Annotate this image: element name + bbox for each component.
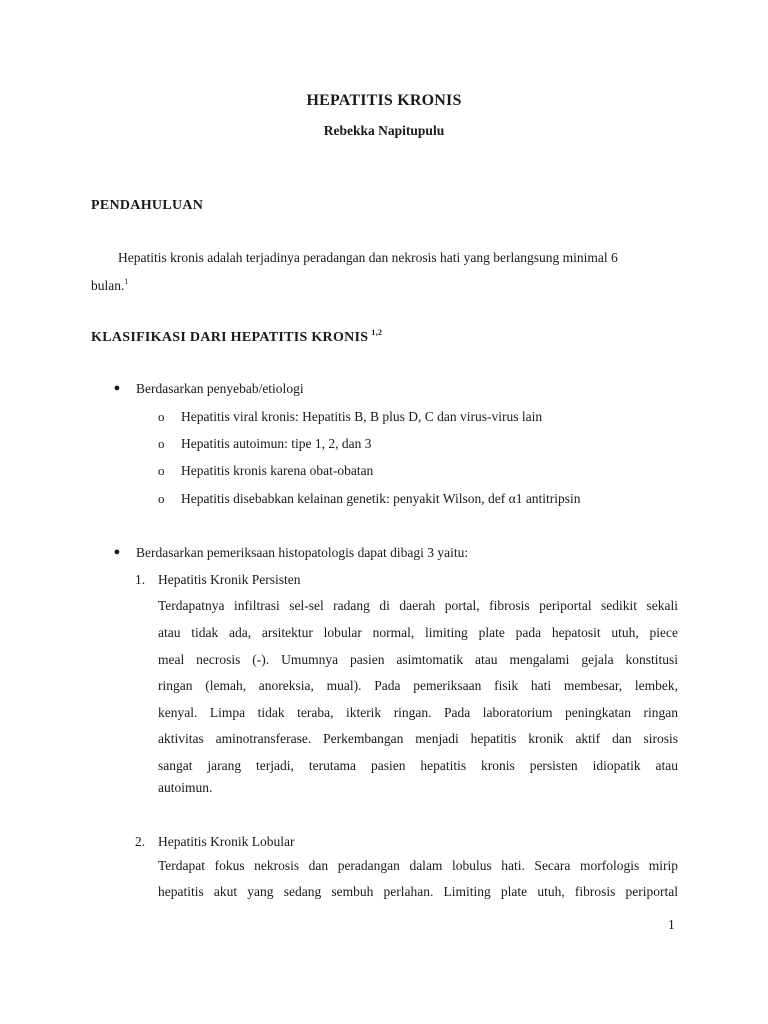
paragraph-line: aktivitas aminotransferase. Perkembangan menjadi hepatitis kronik aktif dan sirosis <box>158 731 678 746</box>
numbered-marker: 1. <box>135 572 146 587</box>
page-number: 1 <box>668 917 675 932</box>
pendahuluan-line-1: Hepatitis kronis adalah terjadinya peradangan dan nekrosis hati yang berlangsung minimal 6 <box>118 250 618 265</box>
numbered-item-title: Hepatitis Kronik Persisten <box>158 572 301 587</box>
bullet-item-etiologi: Berdasarkan penyebab/etiologi <box>136 381 304 396</box>
paragraph-line: sangat jarang terjadi, terutama pasien hepatitis kronis persisten idiopatik atau <box>158 758 678 773</box>
pendahuluan-line-2: bulan.$^1$ <box>91 277 129 293</box>
document-author: Rebekka Napitupulu <box>323 123 445 138</box>
sub-bullet-icon: o <box>158 463 165 478</box>
paragraph-line: hepatitis akut yang sedang sembuh perlahan. Limiting plate utuh, fibrosis periportal <box>158 884 678 899</box>
paragraph-line: meal necrosis (-). Umumnya pasien asimtomatik atau mengalami gejala konstitusi <box>158 652 678 667</box>
numbered-item-title: Hepatitis Kronik Lobular <box>158 834 295 849</box>
sub-item: Hepatitis autoimun: tipe 1, 2, dan 3 <box>181 436 372 451</box>
section-heading-pendahuluan: PENDAHULUAN <box>91 198 204 213</box>
numbered-marker: 2. <box>135 834 146 849</box>
paragraph-line: atau tidak ada, arsitektur lobular normal, limiting plate pada hepatosit utuh, piece <box>158 625 678 640</box>
sub-item: Hepatitis viral kronis: Hepatitis B, B plus D, C dan virus-virus lain <box>181 409 543 424</box>
filled-circle-bullet-icon: ● <box>113 546 121 558</box>
section-heading-klasifikasi: KLASIFIKASI DARI HEPATITIS KRONIS $^{1,2}$ <box>91 328 383 345</box>
paragraph-line: Terdapatnya infiltrasi sel-sel radang di daerah portal, fibrosis periportal sedikit sekali <box>158 598 678 613</box>
bullet-item-histopatologis: Berdasarkan pemeriksaan histopatologis dapat dibagi 3 yaitu: <box>136 545 469 560</box>
paragraph-line: Terdapat fokus nekrosis dan peradangan dalam lobulus hati. Secara morfologis mirip <box>158 858 678 873</box>
paragraph-line: kenyal. Limpa tidak teraba, ikterik ringan. Pada laboratorium peningkatan ringan <box>158 705 678 720</box>
document-title: HEPATITIS KRONIS <box>306 92 462 109</box>
sub-bullet-icon: o <box>158 491 165 506</box>
paragraph-line: autoimun. <box>158 780 213 795</box>
citation-ref: 1,2 <box>371 328 383 337</box>
filled-circle-bullet-icon: ● <box>113 382 121 394</box>
sub-item: Hepatitis disebabkan kelainan genetik: penyakit Wilson, def α1 antitripsin <box>181 491 581 506</box>
citation-ref: 1 <box>124 277 129 286</box>
sub-bullet-icon: o <box>158 409 165 424</box>
sub-item: Hepatitis kronis karena obat-obatan <box>181 463 374 478</box>
sub-bullet-icon: o <box>158 436 165 451</box>
paragraph-line: ringan (lemah, anoreksia, mual). Pada pemeriksaan fisik hati membesar, lembek, <box>158 678 678 693</box>
